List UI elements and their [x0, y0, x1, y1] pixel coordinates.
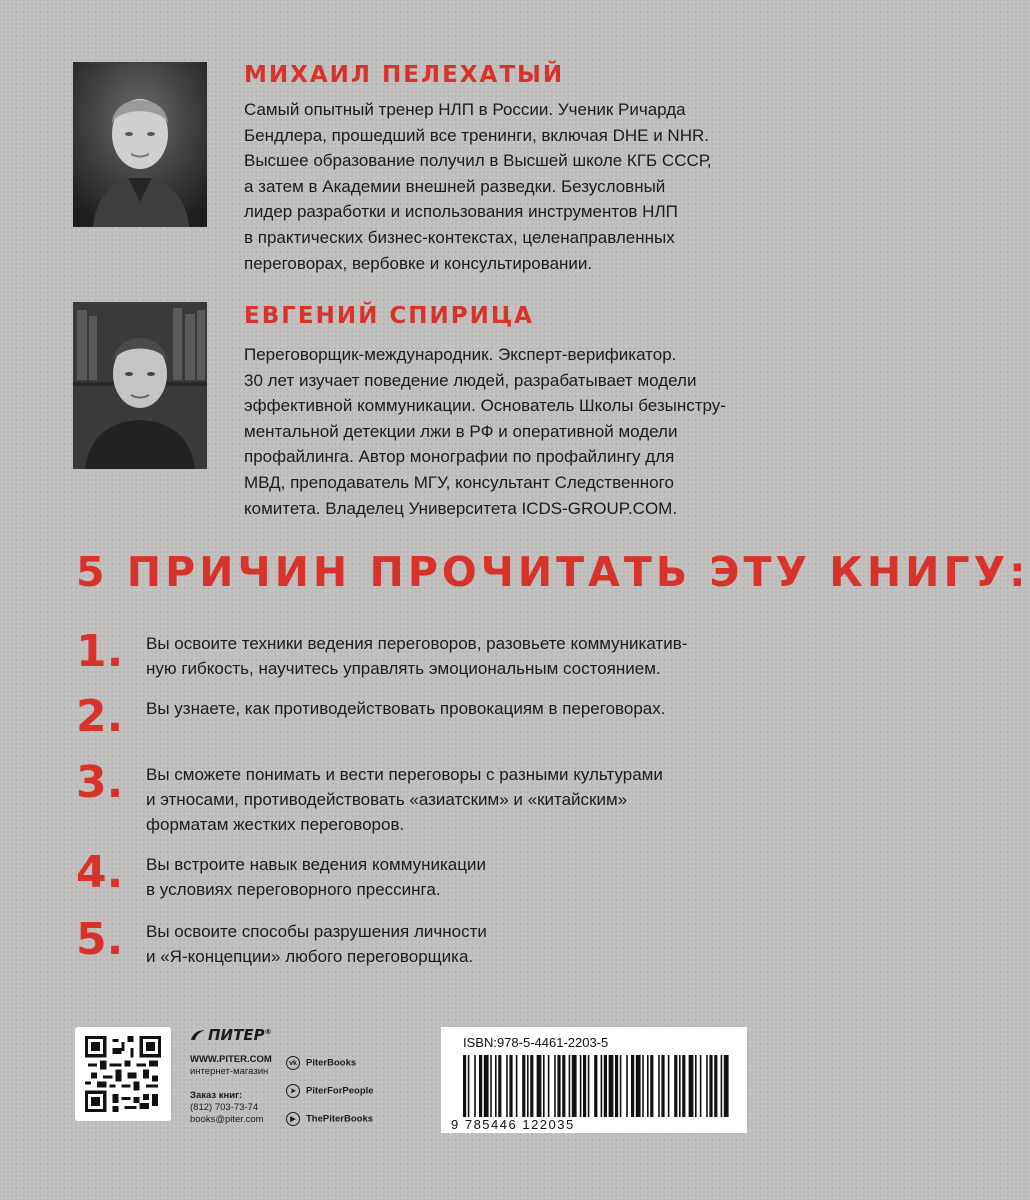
- bio-line: Высшее образование получил в Высшей школе КГБ СССР,: [244, 151, 712, 171]
- reason-number: 2.: [76, 691, 124, 742]
- social-telegram[interactable]: [286, 1084, 374, 1098]
- reason-text: [146, 632, 806, 682]
- author-bio: [244, 97, 784, 276]
- bio-line: МВД, преподаватель МГУ, консультант Следственного: [244, 472, 674, 492]
- telegram-icon: ➤: [286, 1084, 300, 1098]
- author-bio: [244, 342, 784, 521]
- reason-number: 3.: [76, 757, 124, 808]
- reason-number: 4.: [76, 847, 124, 898]
- registered-mark: ®: [264, 1028, 272, 1036]
- reason-line: и этносами, противодействовать «азиатским» и «китайским»: [146, 789, 628, 809]
- qr-code: [75, 1027, 171, 1121]
- bio-line: эффективной коммуникации. Основатель Школы безынстру-: [244, 396, 726, 416]
- reason-number: 1.: [76, 626, 124, 677]
- publisher-logo-text: ПИТЕР: [208, 1026, 265, 1044]
- bio-line: Переговорщик-международник. Эксперт-верификатор.: [244, 345, 677, 364]
- bio-line: а затем в Академии внешней разведки. Безусловный: [244, 176, 666, 196]
- isbn-barcode: [441, 1027, 747, 1133]
- reason-text: [146, 920, 806, 970]
- publisher-info: [190, 1026, 420, 1136]
- bio-line: ментальной детекции лжи в РФ и оперативной модели: [244, 421, 678, 441]
- bio-line: Бендлера, прошедший все тренинги, включая DHE и NHR.: [244, 125, 709, 145]
- bio-line: комитета. Владелец Университета ICDS-GROUP.COM.: [244, 498, 678, 518]
- author-photo-spiritsa: [73, 302, 207, 469]
- reason-line: Вы узнаете, как противодействовать провокациям в переговорах.: [146, 699, 666, 718]
- bio-line: лидер разработки и использования инструментов НЛП: [244, 202, 678, 222]
- author-name: МИХАИЛ ПЕЛЕХАТЫЙ: [244, 62, 565, 88]
- qr-code-icon: [85, 1036, 161, 1112]
- bio-line: Самый опытный тренер НЛП в России. Ученик Ричарда: [244, 100, 686, 119]
- bio-line: 30 лет изучает поведение людей, разрабатывает модели: [244, 370, 697, 390]
- reason-line: в условиях переговорного прессинга.: [146, 879, 441, 899]
- order-label: Заказ книг:: [190, 1090, 243, 1101]
- author-portrait-icon: [73, 62, 207, 227]
- isbn-label: ISBN:978-5-4461-2203-5: [463, 1035, 609, 1050]
- vk-icon: vk: [286, 1056, 300, 1070]
- social-vk[interactable]: [286, 1056, 356, 1070]
- reason-number: 5.: [76, 914, 124, 965]
- author-name: ЕВГЕНИЙ СПИРИЦА: [244, 303, 534, 329]
- bio-line: в практических бизнес-контекстах, целенаправленных: [244, 227, 675, 247]
- order-phone: (812) 703-73-74: [190, 1102, 259, 1113]
- reason-text: [146, 853, 806, 903]
- social-label: PiterBooks: [306, 1057, 357, 1069]
- isbn-digits: 9 785446 122035: [451, 1117, 575, 1132]
- reason-line: и «Я-концепции» любого переговорщика.: [146, 946, 474, 966]
- reasons-heading: 5 ПРИЧИН ПРОЧИТАТЬ ЭТУ КНИГУ:: [76, 548, 1030, 596]
- piter-logo-icon: [190, 1029, 206, 1041]
- reason-line: ную гибкость, научитесь управлять эмоциональным состоянием.: [146, 658, 661, 678]
- author-photo-pelekhaty: [73, 62, 207, 227]
- youtube-icon: ▶: [286, 1112, 300, 1126]
- social-label: ThePiterBooks: [306, 1113, 374, 1125]
- social-label: PiterForPeople: [306, 1085, 374, 1097]
- reason-text: [146, 763, 806, 837]
- publisher-logo: [190, 1026, 272, 1044]
- social-youtube[interactable]: [286, 1112, 373, 1126]
- order-email[interactable]: books@piter.com: [190, 1114, 264, 1125]
- author-portrait-icon: [73, 302, 207, 469]
- reason-line: форматам жестких переговоров.: [146, 814, 405, 834]
- reason-line: Вы освоите способы разрушения личности: [146, 922, 487, 941]
- reason-line: Вы освоите техники ведения переговоров, разовьете коммуникатив-: [146, 634, 688, 653]
- barcode-icon: [463, 1055, 727, 1117]
- reason-text: [146, 697, 806, 722]
- reason-line: Вы встроите навык ведения коммуникации: [146, 855, 486, 874]
- publisher-site[interactable]: WWW.PITER.COM: [190, 1054, 272, 1065]
- reason-line: Вы сможете понимать и вести переговоры с разными культурами: [146, 765, 663, 784]
- bio-line: переговорах, вербовке и консультировании.: [244, 253, 593, 273]
- publisher-site-caption: интернет-магазин: [190, 1066, 269, 1077]
- bio-line: профайлинга. Автор монографии по профайлингу для: [244, 447, 675, 467]
